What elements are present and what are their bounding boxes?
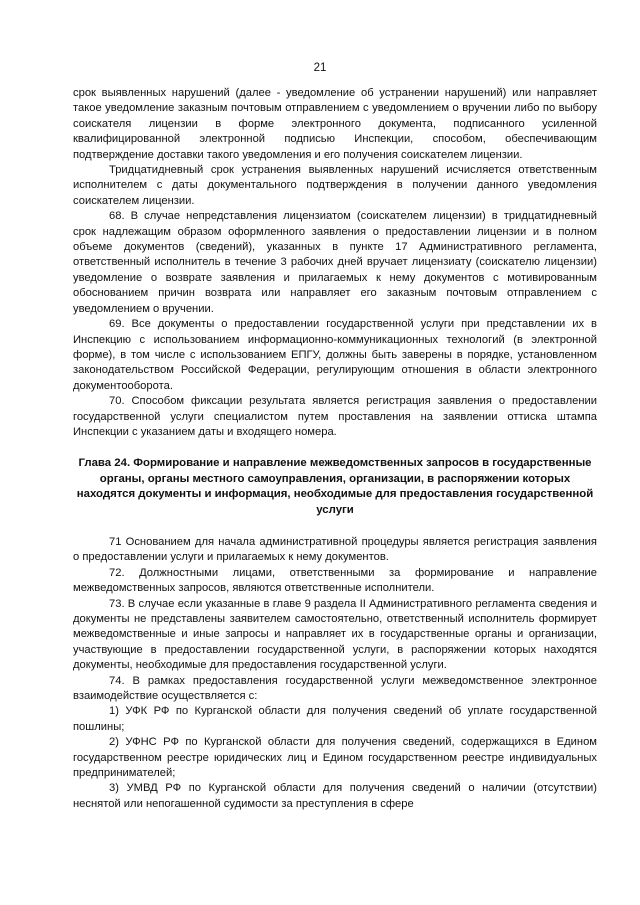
list-item-1: 1) УФК РФ по Курганской области для получения сведений об уплате государственной пошлины; (73, 705, 597, 733)
paragraph-71: 71 Основанием для начала административной процедуры является регистрация заявления о предоставлении услуги и прилагаемых к нему документов. (73, 535, 597, 564)
document-body (73, 86, 597, 812)
page-number: 21 (313, 62, 327, 74)
paragraph-69: 69. Все документы о предоставлении государственной услуги при представлении их в Инспекцию с использованием информационно-коммуникационных технологий (в электронной форме), в том числе с использованием ЕПГУ, должны быть заверены в порядке, установленном законодательством Российской Федерации, регулирующим отношения в области электронного документооборота. (73, 318, 597, 392)
paragraph: Тридцатидневный срок устранения выявленных нарушений исчисляется ответственным исполнителем с даты документального подтверждения в получении данного уведомления соискателем лицензии. (73, 164, 597, 207)
paragraph-72: 72. Должностными лицами, ответственными за формирование и направление межведомственных запросов, являются ответственные исполнители. (73, 566, 597, 595)
list-item-2: 2) УФНС РФ по Курганской области для получения сведений, содержащихся в Едином государственном реестре юридических лиц и Едином государственном реестре индивидуальных предпринимателей; (73, 736, 597, 780)
list-item-3: 3) УМВД РФ по Курганской области для получения сведений о наличии (отсутствии) неснятой или непогашенной судимости за преступления в сфере (73, 782, 597, 810)
paragraph-68: 68. В случае непредставления лицензиатом (соискателем лицензии) в тридцатидневный срок надлежащим образом оформленного заявления о предоставлении лицензии и в полном объеме документов (сведений), указанных в пункте 17 Административного регламента, ответственный исполнитель в течение 3 рабочих дней вручает лицензиату (соискателю лицензии) уведомление о возврате заявления и прилагаемых к нему документов с мотивированным обоснованием причин возврата или направляет его заказным почтовым отправлением с уведомлением о вручении. (73, 210, 597, 315)
paragraph-73: 73. В случае если указанные в главе 9 раздела II Административного регламента сведения и документы не представлены заявителем самостоятельно, ответственный исполнитель формирует межведомственные и иные запросы и направляет их в государственные органы и организации, участвующие в предоставлении государственной услуги, в распоряжении которых находятся документы, необходимые для предоставления государственной услуги. (73, 597, 597, 672)
chapter-24-heading: Глава 24. Формирование и направление межведомственных запросов в государственные органы, органы местного самоуправления, организации, в распоряжении которых находятся документы и информация, необходимые для предоставления государственной услуги (76, 457, 594, 516)
paragraph-74: 74. В рамках предоставления государственной услуги межведомственное электронное взаимодействие осуществляется с: (73, 674, 597, 703)
paragraph-continuation: срок выявленных нарушений (далее - уведомление об устранении нарушений) или направляет такое уведомление заказным почтовым отправлением с уведомлением о вручении либо по выбору соискателя лицензии в форме электронного документа, подписанного усиленной квалифицированной электронной подписью Инспекции, способом, обеспечивающим подтверждение доставки такого уведомления и его получения соискателем лицензии. (73, 87, 597, 161)
paragraph-70: 70. Способом фиксации результата является регистрация заявления о предоставлении государственной услуги специалистом путем проставления на заявлении оттиска штампа Инспекции с указанием даты и входящего номера. (73, 395, 597, 438)
